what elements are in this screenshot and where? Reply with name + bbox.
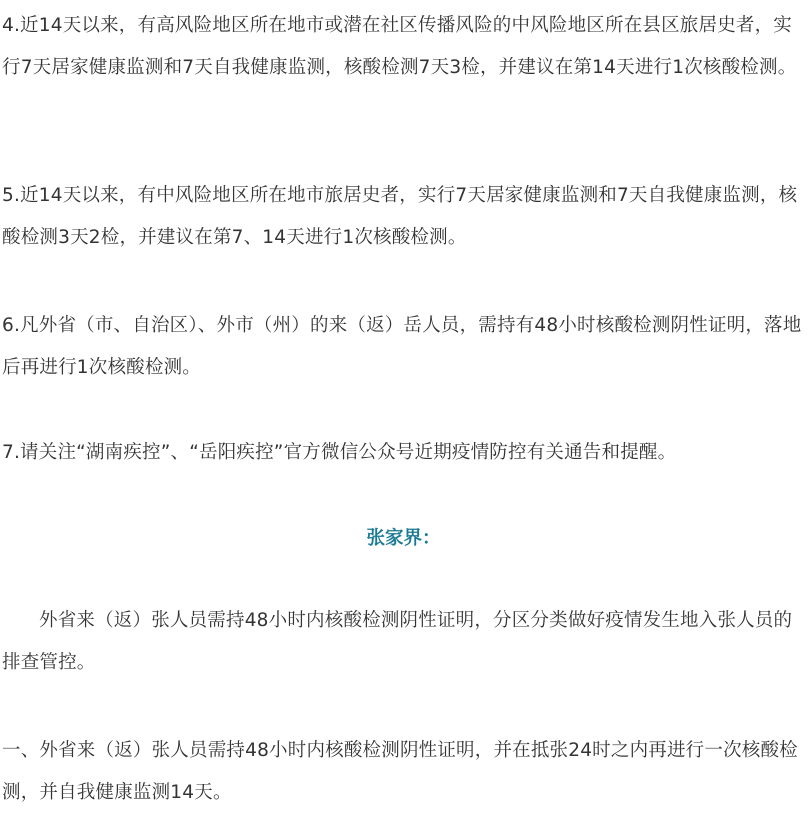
paragraph-item-6: 6.凡外省（市、自治区）、外市（州）的来（返）岳人员，需持有48小时核酸检测阴性证明，落地后再进行1次核酸检测。 [2, 315, 802, 378]
paragraph-zhangjiajie-intro: 外省来（返）张人员需持48小时内核酸检测阴性证明，分区分类做好疫情发生地入张人员的排查管控。 [2, 610, 793, 673]
paragraph-item-7: 7.请关注“湖南疾控”、“岳阳疾控”官方微信公众号近期疫情防控有关通告和提醒。 [2, 442, 677, 463]
paragraph-zhangjiajie-rule-1: 一、外省来（返）张人员需持48小时内核酸检测阴性证明，并在抵张24时之内再进行一次核酸检测，并自我健康监测14天。 [2, 740, 798, 803]
section-heading-zhangjiajie: 张家界： [366, 528, 441, 549]
paragraph-item-4: 4.近14天以来，有高风险地区所在地市或潜在社区传播风险的中风险地区所在县区旅居史者，实行7天居家健康监测和7天自我健康监测，核酸检测7天3检，并建议在第14天进行1次核酸检测。 [2, 15, 797, 78]
paragraph-item-5: 5.近14天以来，有中风险地区所在地市旅居史者，实行7天居家健康监测和7天自我健康监测，核酸检测3天2检，并建议在第7、14天进行1次核酸检测。 [2, 185, 798, 248]
